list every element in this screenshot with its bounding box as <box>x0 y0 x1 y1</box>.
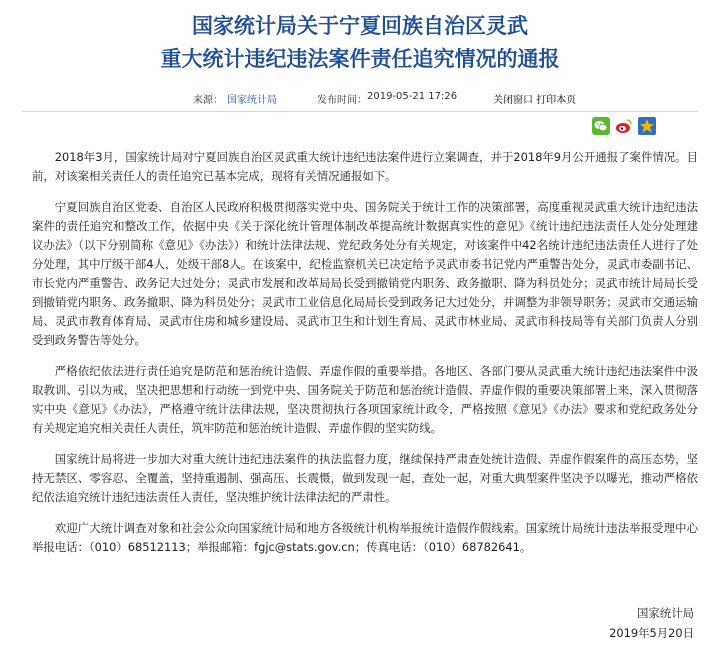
weibo-icon[interactable] <box>615 117 633 135</box>
article-body <box>32 148 698 569</box>
paragraph-2: 宁夏回族自治区党委、自治区人民政府积极贯彻落实党中央、国务院关于统计工作的决策部署，高度重视灵武重大统计违纪违法案件的责任追究和整改工作，依据中央《关于深化统计管理体制改革提高统计数据真实性的意见》《统计违纪违法责任人处分处理建议办法》（以下分别简称《意见》《办法》）和统计法律法规、党纪政务处分有关规定，对该案件中42名统计违纪违法责任人进行了处分处理，其中厅级干部4人，处级干部8人。在该案中，纪检监察机关已决定给予灵武市委书记党内严重警告处分，灵武市委副书记、市长党内严重警告、政务记大过处分；灵武市发展和改革局局长受到撤销党内职务、政务撤职、降为科员处分；灵武市统计局局长受到撤销党内职务、政务撤职、降为科员处分；灵武市工业信息化局局长受到政务记大过处分，并调整为非领导职务；灵武市交通运输局、灵武市教育体育局、灵武市住房和城乡建设局、灵武市卫生和计划生育局、灵武市林业局、灵武市科技局等有关部门负责人分别受到政务警告等处分。 <box>32 200 698 347</box>
source-label: 来源： <box>193 95 223 106</box>
paragraph-4: 国家统计局将进一步加大对重大统计违纪违法案件的执法监督力度，继续保持严肃查处统计造假、弄虚作假案件的高压态势，坚持无禁区、零容忍、全覆盖，坚持重遏制、强高压、长震慑，做到发现一起，查处一起，对重大典型案件坚决予以曝光，推动严格依纪依法追究统计违纪违法责任人责任，坚决维护统计法律法纪的严肃性。 <box>32 452 698 504</box>
paragraph-5: 欢迎广大统计调查对象和社会公众向国家统计局和地方各级统计机构举报统计造假作假线索。国家统计局统计违法举报受理中心举报电话：（010）68512113；举报邮箱：fgjc@stats.gov.cn；传真电话：（010）68782641。 <box>32 521 698 554</box>
paragraph-1: 2018年3月，国家统计局对宁夏回族自治区灵武重大统计违纪违法案件进行立案调查，并于2018年9月公开通报了案件情况。目前，对该案相关责任人的责任追究已基本完成，现将有关情况通报如下。 <box>32 150 698 183</box>
publish-time-label: 发布时间： <box>317 95 367 106</box>
header-divider <box>22 111 698 112</box>
title-line-1: 国家统计局关于宁夏回族自治区灵武 <box>192 13 528 38</box>
source-value: 国家统计局 <box>227 95 277 106</box>
publish-time-value: 2019-05-21 17:26 <box>367 91 458 102</box>
paragraph-3: 严格依纪依法进行责任追究是防范和惩治统计造假、弄虚作假的重要举措。各地区、各部门要从灵武重大统计违纪违法案件中汲取教训、引以为戒，坚决把思想和行动统一到党中央、国务院关于防范和惩治统计造假、弄虚作假的重要决策部署上来，深入贯彻落实中央《意见》《办法》，严格遵守统计法律法规，坚决贯彻执行各项国家统计政令，严格按照《意见》《办法》要求和党纪政务处分有关规定追究相关责任人责任，筑牢防范和惩治统计造假、弄虚作假的坚实防线。 <box>32 364 698 435</box>
close-window-button[interactable]: 关闭窗口 <box>493 95 533 106</box>
article-meta <box>0 91 720 107</box>
signature-org: 国家统计局 <box>637 606 694 620</box>
wechat-icon[interactable] <box>592 117 610 135</box>
window-actions <box>493 91 576 106</box>
title-line-2: 重大统计违纪违法案件责任追究情况的通报 <box>160 46 560 71</box>
page-title <box>0 9 720 75</box>
print-page-button[interactable]: 打印本页 <box>536 95 577 106</box>
star-icon[interactable] <box>638 117 656 135</box>
signature-date: 2019年5月20日 <box>609 626 694 640</box>
